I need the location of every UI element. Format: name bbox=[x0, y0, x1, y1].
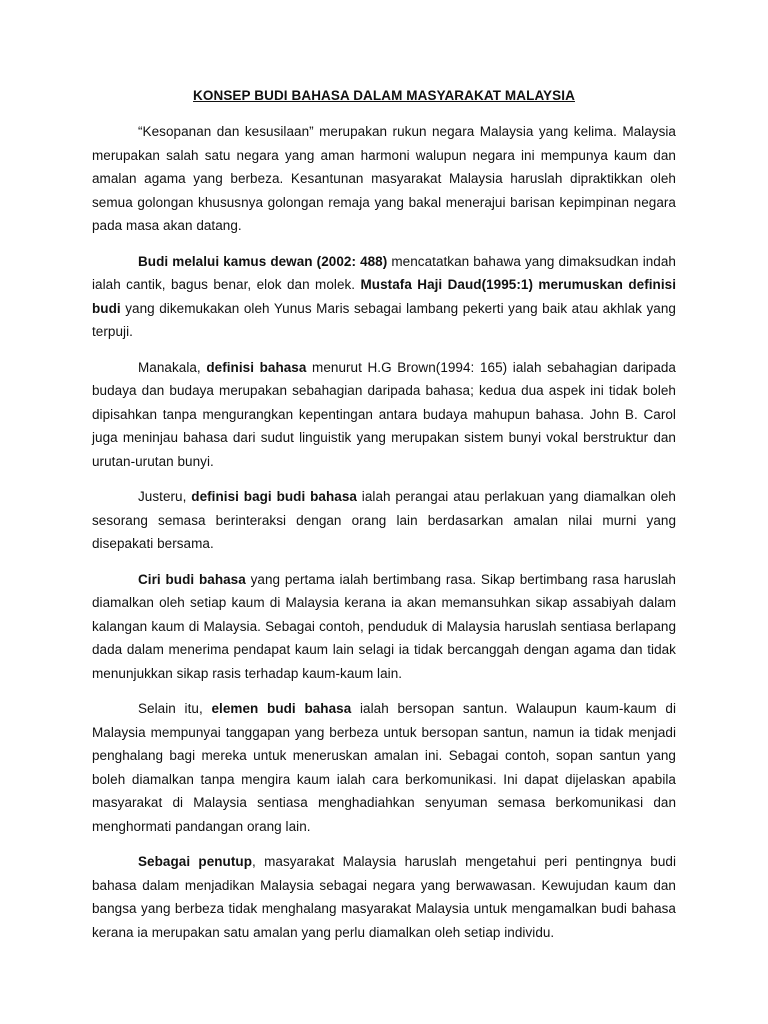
text-run: menurut H.G Brown(1994: 165) ialah sebahagian daripada budaya dan budaya merupakan sebahagian daripada bahasa; kedua dua aspek ini tidak boleh dipisahkan tanpa mengurangkan kepentingan antara budaya mahupun bahasa. John B. Carol juga meninjau bahasa dari sudut linguistik yang merupakan sistem bunyi vokal berstruktur dan urutan-urutan bunyi. bbox=[92, 359, 676, 469]
paragraph-7 bbox=[92, 850, 676, 944]
document-body bbox=[92, 86, 676, 956]
text-run: ialah perangai atau perlakuan yang diamalkan oleh sesorang semasa berinteraksi dengan orang lain berdasarkan amalan nilai murni yang disepakati bersama. bbox=[92, 489, 676, 551]
text-run: “Kesopanan dan kesusilaan” merupakan rukun negara Malaysia yang kelima. Malaysia merupakan salah satu negara yang aman harmoni walupun negara ini mempunya kaum dan amalan agama yang berbeza. Kesantunan masyarakat Malaysia haruslah dipraktikkan oleh semua golongan khususnya golongan remaja yang bakal menerajui barisan kepimpinan negara pada masa akan datang. bbox=[92, 124, 676, 233]
text-run: Manakala, bbox=[138, 359, 207, 375]
bold-text-run: definisi bagi budi bahasa bbox=[191, 489, 357, 504]
text-run: ialah bersopan santun. Walaupun kaum-kaum di Malaysia mempunyai tanggapan yang berbeza untuk bersopan santun, namun ia tidak menjadi penghalang bagi mereka untuk meneruskan amalan ini. Sebagai contoh, sopan santun yang boleh diamalkan tanpa mengira kaum ialah cara berkomunikasi. Ini dapat dijelaskan apabila masyarakat di Malaysia sentiasa menghadiahkan senyuman semasa berkomunikasi dan menghormati pandangan orang lain. bbox=[92, 701, 676, 834]
paragraph-1 bbox=[92, 120, 676, 238]
bold-text-run: Mustafa Haji Daud(1995:1) merumuskan definisi budi bbox=[92, 277, 676, 316]
bold-text-run: elemen budi bahasa bbox=[211, 701, 352, 716]
bold-text-run: Sebagai penutup bbox=[138, 854, 252, 869]
text-run: yang dikemukakan oleh Yunus Maris sebagai lambang pekerti yang baik atau akhlak yang terpuji. bbox=[92, 300, 676, 339]
paragraph-3 bbox=[92, 356, 676, 474]
paragraph-2 bbox=[92, 250, 676, 344]
text-run: Selain itu, bbox=[138, 701, 212, 716]
paragraph-6 bbox=[92, 697, 676, 838]
paragraph-4 bbox=[92, 485, 676, 556]
paragraph-5 bbox=[92, 568, 676, 686]
text-run: mencatatkan bahawa yang dimaksudkan indah ialah cantik, bagus benar, elok dan molek. bbox=[92, 253, 676, 292]
bold-text-run: Budi melalui kamus dewan (2002: 488) bbox=[138, 253, 388, 269]
document-title: KONSEP BUDI BAHASA DALAM MASYARAKAT MALAYSIA bbox=[193, 88, 575, 103]
text-run: , masyarakat Malaysia haruslah mengetahui peri pentingnya budi bahasa dalam menjadikan Malaysia sebagai negara yang berwawasan. Kewujudan kaum dan bangsa yang berbeza tidak menghalang masyarakat Malaysia untuk mengamalkan budi bahasa kerana ia merupakan satu amalan yang perlu diamalkan oleh setiap individu. bbox=[92, 854, 676, 940]
text-run: Justeru, bbox=[138, 489, 192, 504]
bold-text-run: Ciri budi bahasa bbox=[138, 571, 246, 587]
bold-text-run: definisi bahasa bbox=[206, 359, 307, 375]
text-run: yang pertama ialah bertimbang rasa. Sikap bertimbang rasa haruslah diamalkan oleh setiap kaum di Malaysia kerana ia akan memansuhkan sikap assabiyah dalam kalangan kaum di Malaysia. Sebagai contoh, penduduk di Malaysia haruslah sentiasa berlapang dada dalam menerima pendapat kaum lain selagi ia tidak bercanggah dengan agama dan tidak menunjukkan sikap rasis terhadap kaum-kaum lain. bbox=[92, 571, 676, 681]
